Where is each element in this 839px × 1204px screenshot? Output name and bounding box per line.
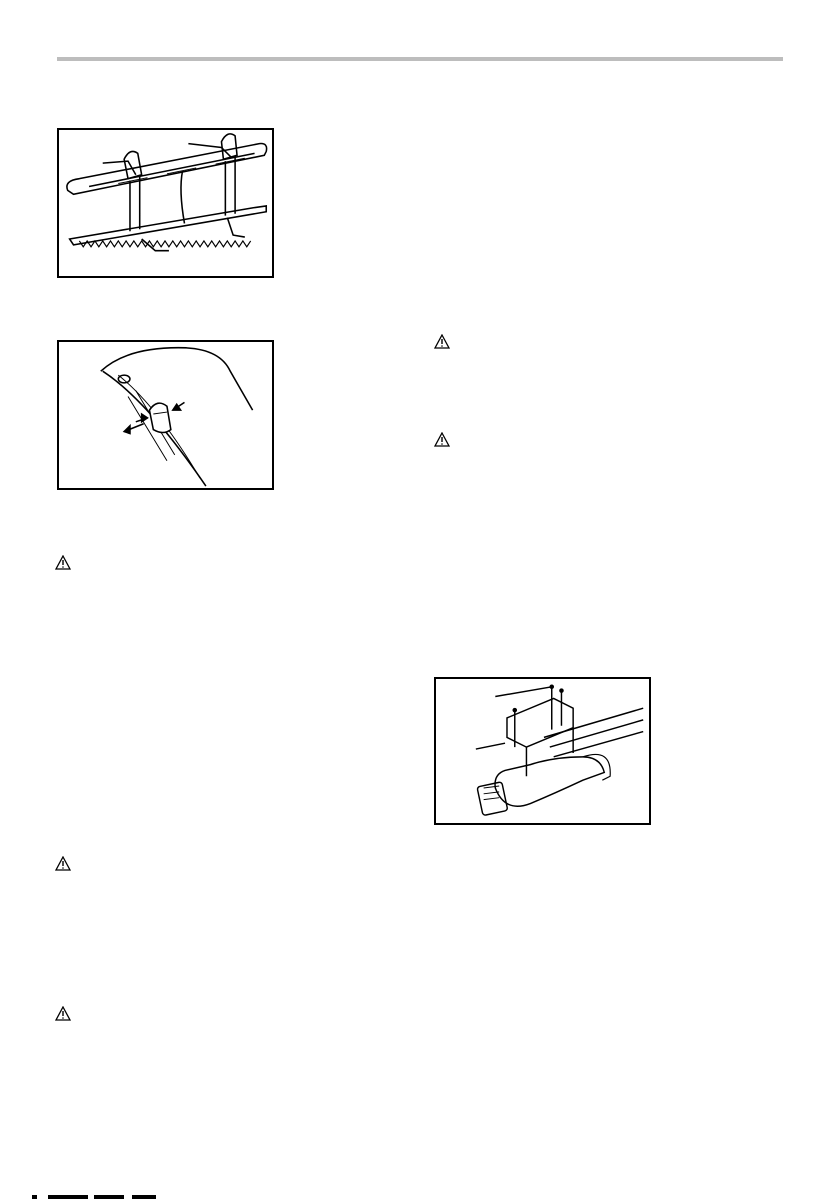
clip-release-illustration (59, 342, 272, 488)
warning-triangle-icon (55, 555, 71, 570)
header-rule (57, 57, 783, 61)
figure-clip-release (57, 340, 274, 490)
blade-cover-illustration (59, 130, 272, 276)
warning-triangle-icon (434, 432, 450, 447)
footer-fragment (0, 1186, 200, 1191)
tool-screws-illustration (436, 679, 649, 823)
warning-triangle-icon (55, 1006, 71, 1021)
warning-triangle-icon (55, 856, 71, 871)
figure-blade-cover-clips (57, 128, 274, 278)
figure-tool-screws (434, 677, 651, 825)
warning-triangle-icon (434, 334, 450, 349)
